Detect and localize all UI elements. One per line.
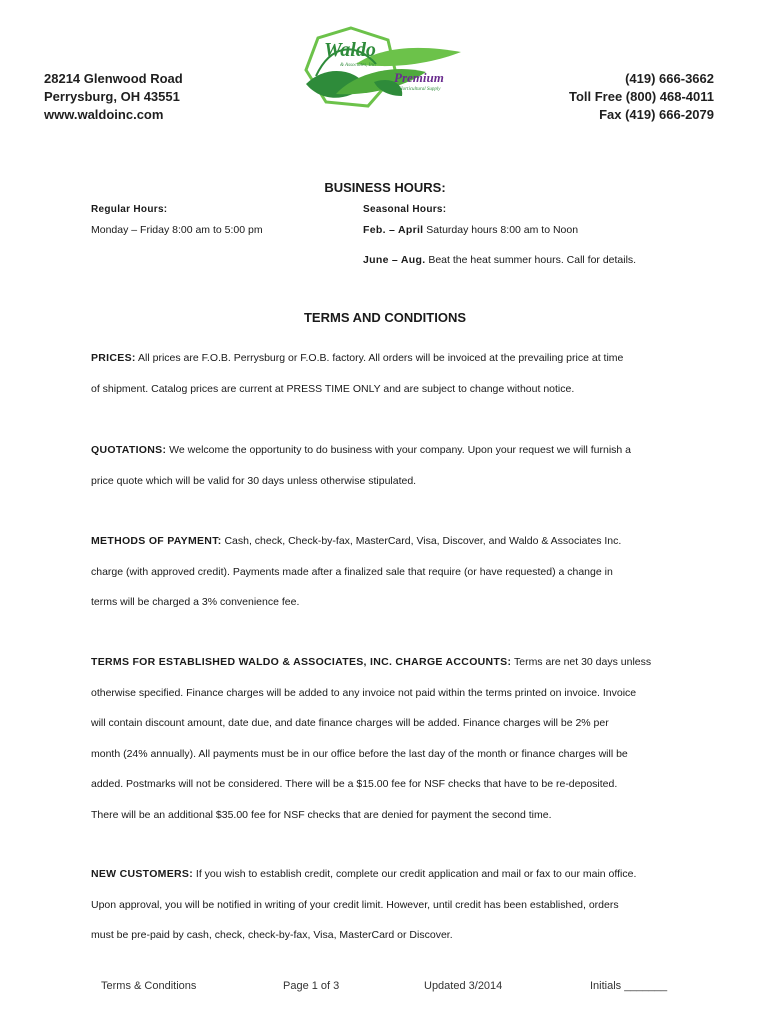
logo-premium: Premium bbox=[394, 70, 444, 85]
paragraph-line bbox=[91, 859, 691, 890]
new-customers-label: NEW CUSTOMERS: bbox=[91, 868, 194, 880]
paragraph-line: terms will be charged a 3% convenience fee. bbox=[91, 596, 300, 608]
line-text: Terms are net 30 days unless bbox=[511, 656, 652, 668]
business-hours-title: BUSINESS HOURS: bbox=[324, 180, 446, 195]
company-address bbox=[44, 70, 183, 124]
fax: Fax (419) 666-2079 bbox=[599, 107, 714, 122]
paragraph-line bbox=[91, 526, 691, 557]
address-line-1: 28214 Glenwood Road bbox=[44, 71, 183, 86]
paragraph-line: There will be an additional $35.00 fee for NSF checks that are denied for payment the second time. bbox=[91, 808, 552, 821]
seasonal-hours-row-2 bbox=[363, 254, 636, 266]
seasonal-hours-label: Seasonal Hours: bbox=[363, 204, 447, 215]
prices-paragraph bbox=[91, 343, 691, 404]
footer-updated: Updated 3/2014 bbox=[424, 980, 503, 992]
phone: (419) 666-3662 bbox=[625, 71, 714, 86]
logo-sub: & Associates, Inc. bbox=[340, 63, 377, 68]
line-text: If you wish to establish credit, complete our credit application and mail or fax to our main office. bbox=[193, 868, 637, 880]
seasonal-detail: Beat the heat summer hours. Call for details. bbox=[425, 254, 637, 266]
logo-tagline: Horticultural Supply bbox=[399, 87, 441, 92]
seasonal-period: Feb. – April bbox=[363, 224, 424, 236]
terms-title: TERMS AND CONDITIONS bbox=[303, 310, 467, 325]
quotations-paragraph bbox=[91, 435, 691, 496]
paragraph-line bbox=[91, 343, 691, 374]
seasonal-period: June – Aug. bbox=[363, 254, 426, 266]
paragraph-line: month (24% annually). All payments must be in our office before the last day of the month or finance charges will be bbox=[91, 747, 628, 760]
line-text: We welcome the opportunity to do business with your company. Upon your request we will furnish a bbox=[166, 444, 632, 456]
footer-page-number: Page 1 of 3 bbox=[283, 980, 340, 992]
regular-hours-value: Monday – Friday 8:00 am to 5:00 pm bbox=[91, 224, 263, 236]
new-customers-paragraph bbox=[91, 859, 691, 951]
paragraph-line: price quote which will be valid for 30 days unless otherwise stipulated. bbox=[91, 474, 417, 487]
line-text: All prices are F.O.B. Perrysburg or F.O.B. factory. All orders will be invoiced at the prevailing price at time bbox=[135, 352, 624, 364]
paragraph-line bbox=[91, 647, 691, 678]
logo-name: Waldo bbox=[324, 39, 376, 61]
company-contact bbox=[569, 70, 714, 124]
paragraph-line: otherwise specified. Finance charges will be added to any invoice not paid within the terms printed on invoice. Invoice bbox=[91, 686, 637, 699]
seasonal-hours-row-1 bbox=[363, 224, 578, 236]
address-line-2: Perrysburg, OH 43551 bbox=[44, 89, 180, 104]
quotations-label: QUOTATIONS: bbox=[91, 444, 167, 456]
line-text: Cash, check, Check-by-fax, MasterCard, Visa, Discover, and Waldo & Associates Inc. bbox=[221, 535, 622, 547]
paragraph-line: Upon approval, you will be notified in writing of your credit limit. However, until credit has been established, orders bbox=[91, 898, 619, 911]
waldo-logo bbox=[296, 24, 466, 114]
payment-paragraph bbox=[91, 526, 691, 618]
paragraph-line bbox=[91, 435, 691, 466]
footer-doc-name: Terms & Conditions bbox=[101, 980, 197, 992]
footer-initials: Initials _______ bbox=[590, 980, 668, 992]
paragraph-line: will contain discount amount, date due, and date finance charges will be added. Finance charges will be 2% per bbox=[91, 717, 609, 729]
website[interactable]: www.waldoinc.com bbox=[44, 107, 164, 122]
paragraph-line: of shipment. Catalog prices are current at PRESS TIME ONLY and are subject to change without notice. bbox=[91, 382, 575, 395]
payment-label: METHODS OF PAYMENT: bbox=[91, 535, 222, 547]
toll-free: Toll Free (800) 468-4011 bbox=[568, 89, 714, 104]
paragraph-line: charge (with approved credit). Payments made after a finalized sale that require (or have requested) a change in bbox=[91, 565, 613, 578]
paragraph-line: added. Postmarks will not be considered. There will be a $15.00 fee for NSF checks that have to be re-deposited. bbox=[91, 778, 618, 790]
prices-label: PRICES: bbox=[91, 352, 136, 364]
seasonal-detail: Saturday hours 8:00 am to Noon bbox=[423, 224, 579, 236]
regular-hours-label: Regular Hours: bbox=[91, 204, 168, 215]
accounts-label: TERMS FOR ESTABLISHED WALDO & ASSOCIATES, INC. CHARGE ACCOUNTS: bbox=[91, 656, 512, 668]
paragraph-line: must be pre-paid by cash, check, check-by-fax, Visa, MasterCard or Discover. bbox=[91, 929, 453, 941]
accounts-paragraph bbox=[91, 647, 691, 830]
